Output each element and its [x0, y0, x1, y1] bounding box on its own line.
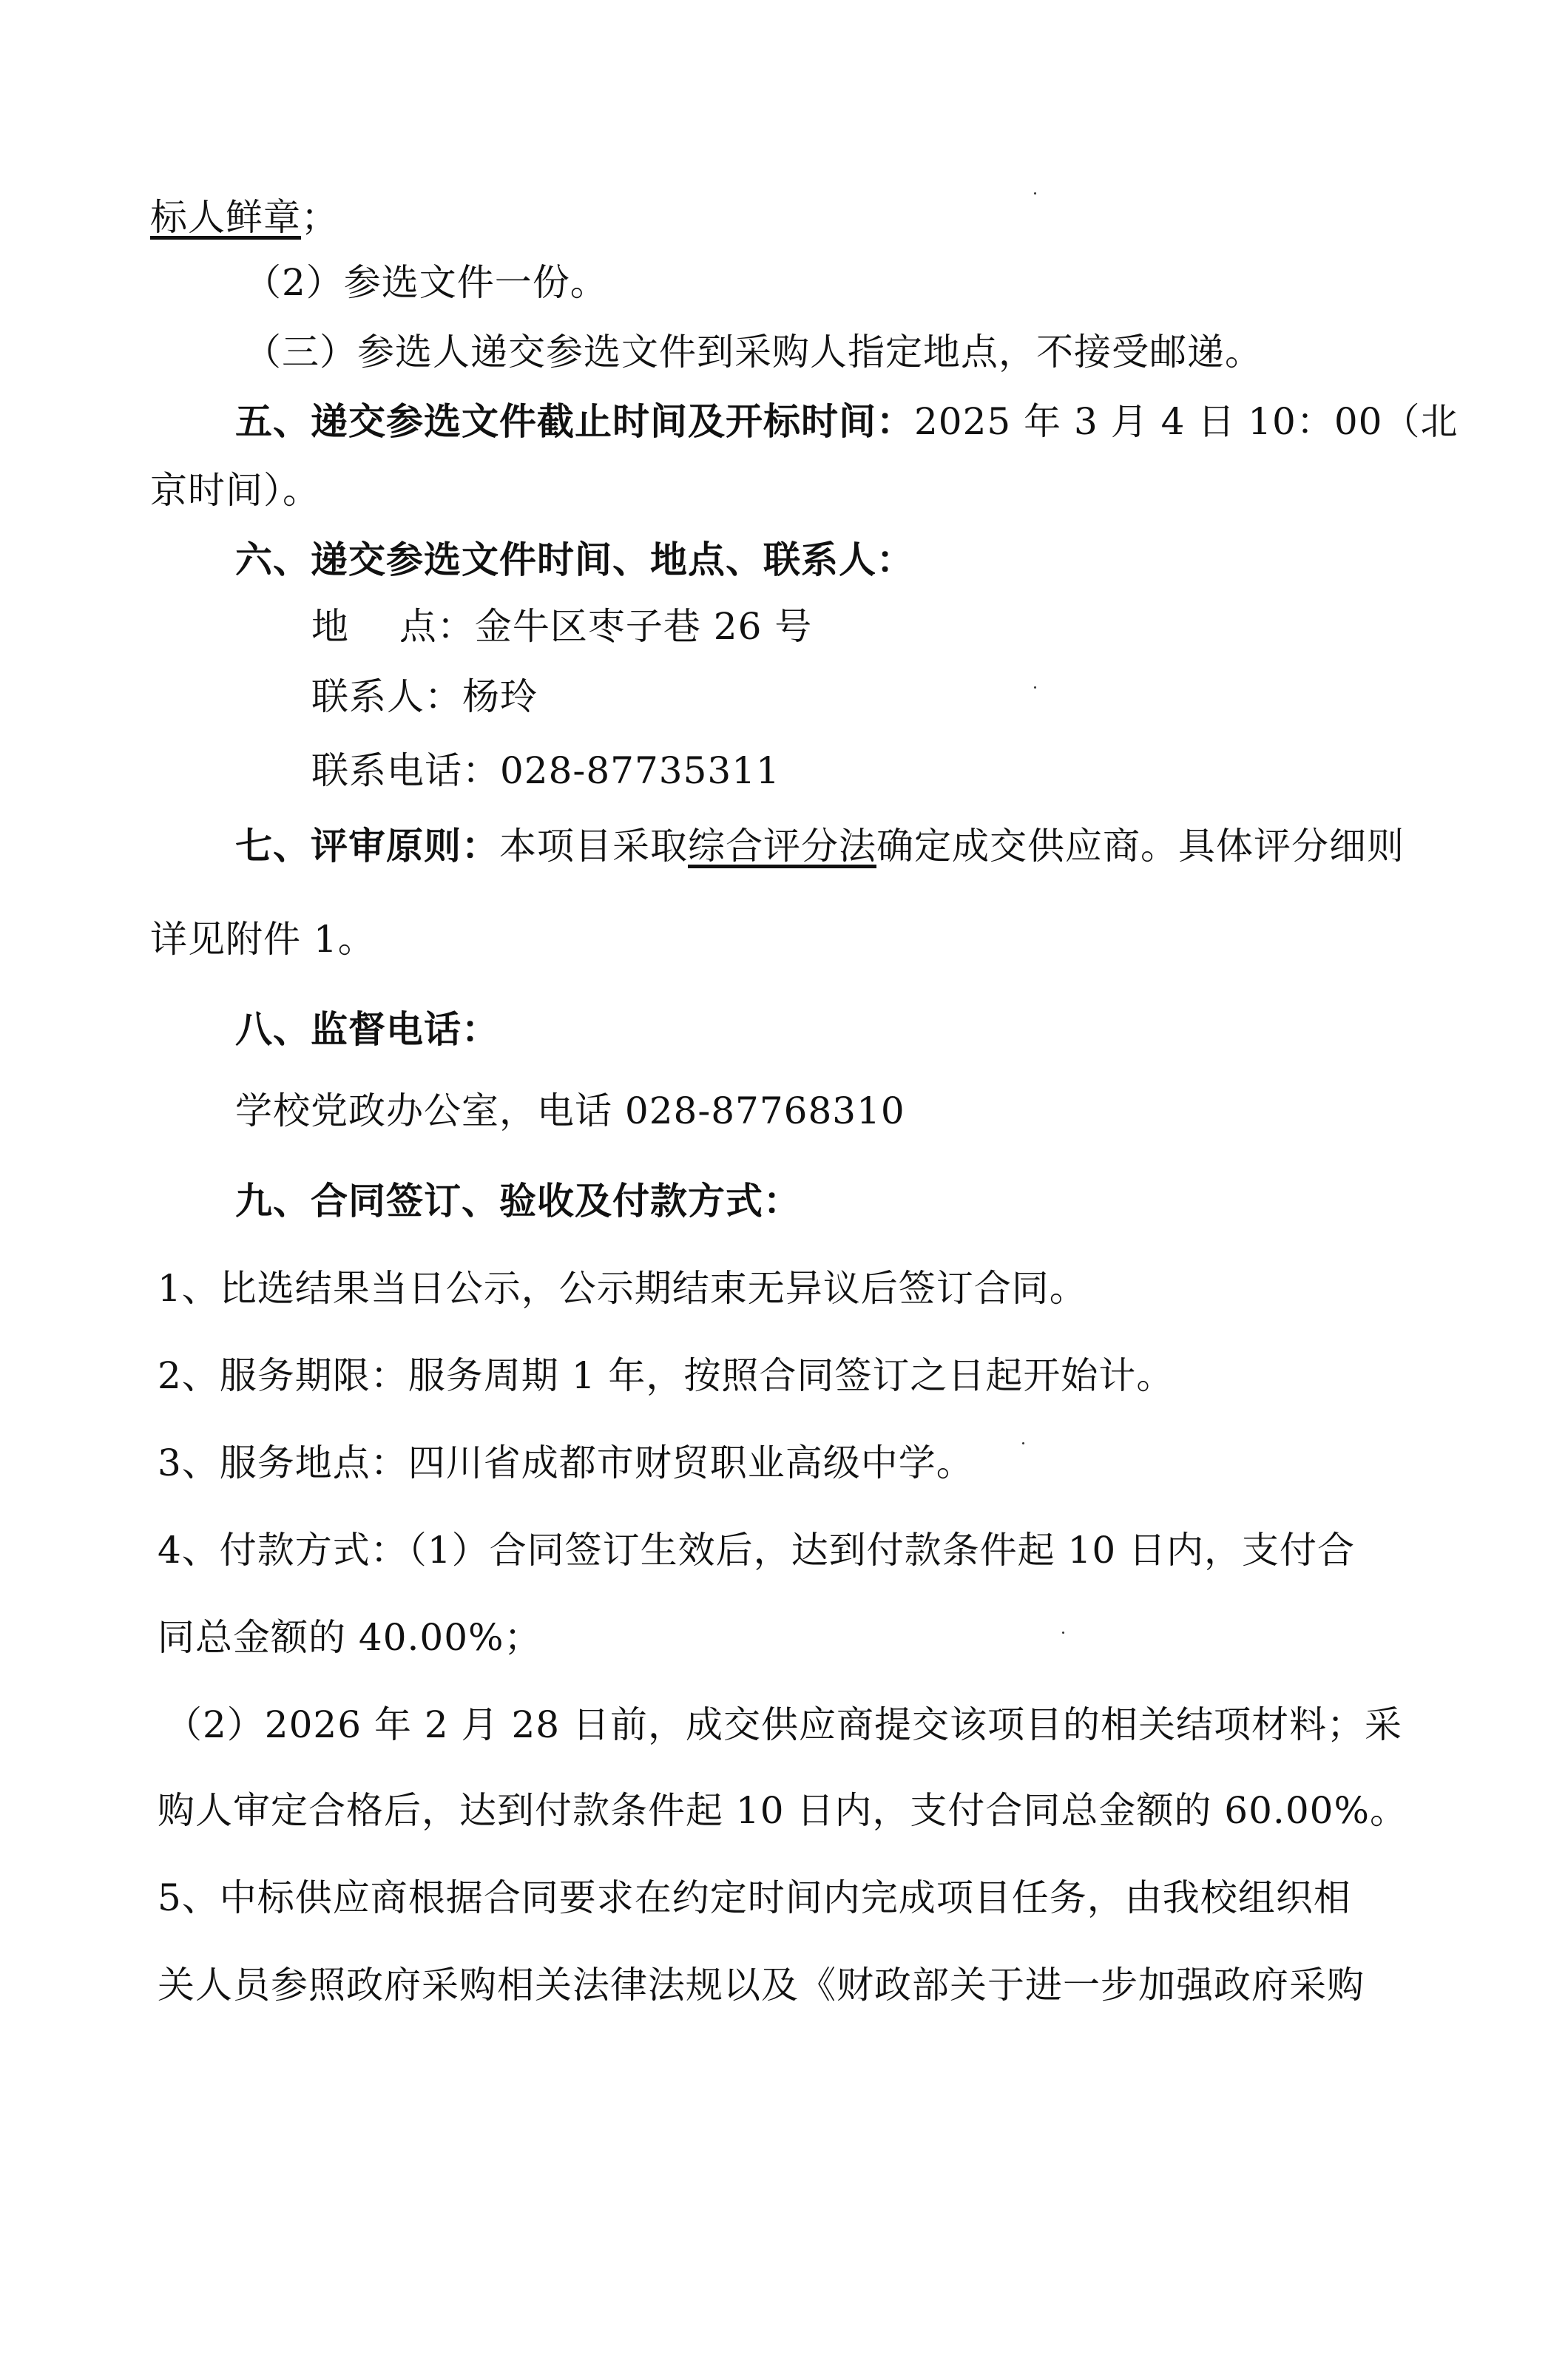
line-3: （三）参选人递交参选文件到采购人指定地点，不接受邮递。	[244, 331, 1263, 373]
line-19: 同总金额的 40.00%；	[158, 1616, 542, 1659]
line-4: 五、递交参选文件截止时间及开标时间：2025 年 3 月 4 日 10：00（北	[235, 399, 1459, 443]
line-7: 地 点：金牛区枣子巷 26 号	[311, 605, 813, 648]
scan-speck	[1022, 1442, 1024, 1444]
line-2: （2）参选文件一份。	[244, 261, 608, 304]
scan-speck	[1062, 1632, 1064, 1634]
line-21: 购人审定合格后，达到付款条件起 10 日内，支付合同总金额的 60.00%。	[158, 1789, 1408, 1832]
section-heading-8: 八、监督电话：	[235, 1007, 499, 1051]
underlined-text: 综合评分法	[688, 825, 876, 868]
section-heading-6: 六、递交参选文件时间、地点、联系人：	[235, 538, 914, 581]
line-6	[235, 538, 914, 582]
line-14	[235, 1179, 801, 1223]
line-1: 标人鲜章；	[150, 196, 339, 239]
section-heading-5: 五、递交参选文件截止时间及开标时间：	[235, 399, 914, 443]
line-8: 联系人：杨玲	[311, 675, 538, 718]
scan-speck	[1034, 192, 1036, 195]
line-11: 详见附件 1。	[150, 918, 376, 961]
line-18: 4、付款方式：（1）合同签订生效后，达到付款条件起 10 日内，支付合	[158, 1529, 1356, 1572]
line-23: 关人员参照政府采购相关法律法规以及《财政部关于进一步加强政府采购	[158, 1964, 1365, 2007]
line-10: 七、评审原则：本项目采取综合评分法确定成交供应商。具体评分细则	[235, 824, 1405, 868]
line-13: 学校党政办公室，电话 028-87768310	[235, 1089, 905, 1132]
line-17: 3、服务地点：四川省成都市财贸职业高级中学。	[158, 1441, 974, 1484]
line-22: 5、中标供应商根据合同要求在约定时间内完成项目任务，由我校组织相	[158, 1876, 1351, 1919]
line-20: （2）2026 年 2 月 28 日前，成交供应商提交该项目的相关结项材料；采	[165, 1703, 1402, 1746]
scan-speck	[1034, 686, 1036, 689]
section-heading-7: 七、评审原则：	[235, 824, 499, 868]
underlined-text: 标人鲜章	[150, 196, 301, 239]
line-15: 1、比选结果当日公示，公示期结束无异议后签订合同。	[158, 1267, 1087, 1310]
line-16: 2、服务期限：服务周期 1 年，按照合同签订之日起开始计。	[158, 1354, 1175, 1397]
line-9: 联系电话：028-87735311	[311, 749, 780, 792]
line-5: 京时间）。	[150, 469, 320, 512]
line-12	[235, 1007, 499, 1052]
section-heading-9: 九、合同签订、验收及付款方式：	[235, 1179, 801, 1223]
